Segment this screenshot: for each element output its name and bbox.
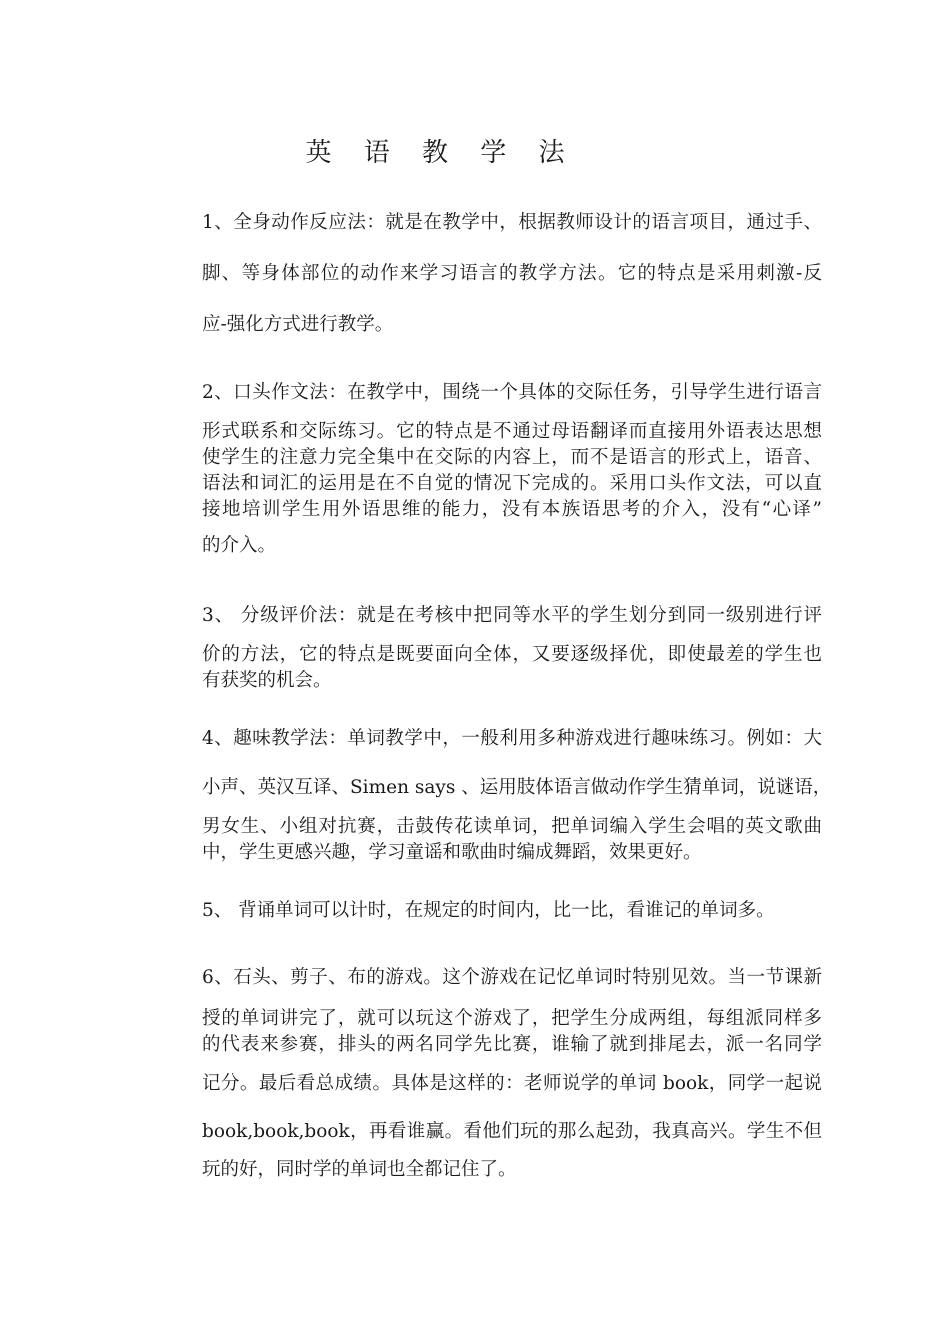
- paragraph-line: 有获奖的机会。: [202, 670, 332, 691]
- paragraph-line: 授的单词讲完了，就可以玩这个游戏了，把学生分成两组，每组派同样多: [202, 1008, 822, 1029]
- paragraph-line: book,book,book，再看谁赢。看他们玩的那么起劲，我真高兴。学生不但: [202, 1121, 822, 1142]
- paragraph-line: 语法和词汇的运用是在不自觉的情况下完成的。采用口头作文法，可以直: [202, 473, 822, 494]
- paragraph-line: 3、 分级评价法：就是在考核中把同等水平的学生划分到同一级别进行评: [202, 605, 822, 626]
- paragraph-line: 的代表来参赛，排头的两名同学先比赛，谁输了就到排尾去，派一名同学: [202, 1034, 822, 1055]
- paragraph-line: 形式联系和交际练习。它的特点是不通过母语翻译而直接用外语表达思想: [202, 421, 822, 442]
- paragraph-line: 玩的好，同时学的单词也全都记住了。: [202, 1159, 517, 1180]
- paragraph-line: 记分。最后看总成绩。具体是这样的：老师说学的单词 book，同学一起说: [202, 1073, 822, 1094]
- document-title: 英 语 教 学 法: [305, 138, 577, 168]
- paragraph-line: 应-强化方式进行教学。: [202, 314, 394, 335]
- paragraph-line: 中，学生更感兴趣，学习童谣和歌曲时编成舞蹈，效果更好。: [202, 842, 702, 863]
- paragraph-line: 价的方法，它的特点是既要面向全体，又要逐级择优，即使最差的学生也: [202, 644, 822, 665]
- paragraph-line: 5、 背诵单词可以计时，在规定的时间内，比一比，看谁记的单词多。: [202, 900, 775, 921]
- paragraph-line: 接地培训学生用外语思维的能力，没有本族语思考的介入，没有“心译”: [202, 499, 822, 520]
- paragraph-line: 的介入。: [202, 535, 277, 556]
- paragraph-line: 4、趣味教学法：单词教学中，一般利用多种游戏进行趣味练习。例如：大: [202, 728, 822, 749]
- paragraph-line: 脚、等身体部位的动作来学习语言的教学方法。它的特点是采用刺激-反: [202, 263, 822, 284]
- paragraph-line: 2、口头作文法：在教学中，围绕一个具体的交际任务，引导学生进行语言: [202, 382, 822, 403]
- paragraph-line: 小声、英汉互译、Simen says 、运用肢体语言做动作学生猜单词，说谜语，: [202, 777, 832, 798]
- paragraph-line: 男女生、小组对抗赛，击鼓传花读单词，把单词编入学生会唱的英文歌曲: [202, 816, 822, 837]
- paragraph-line: 使学生的注意力完全集中在交际的内容上，而不是语言的形式上，语音、: [202, 447, 822, 468]
- paragraph-line: 1、全身动作反应法：就是在教学中，根据教师设计的语言项目，通过手、: [202, 212, 822, 233]
- paragraph-line: 6、石头、剪子、布的游戏。这个游戏在记忆单词时特别见效。当一节课新: [202, 967, 822, 988]
